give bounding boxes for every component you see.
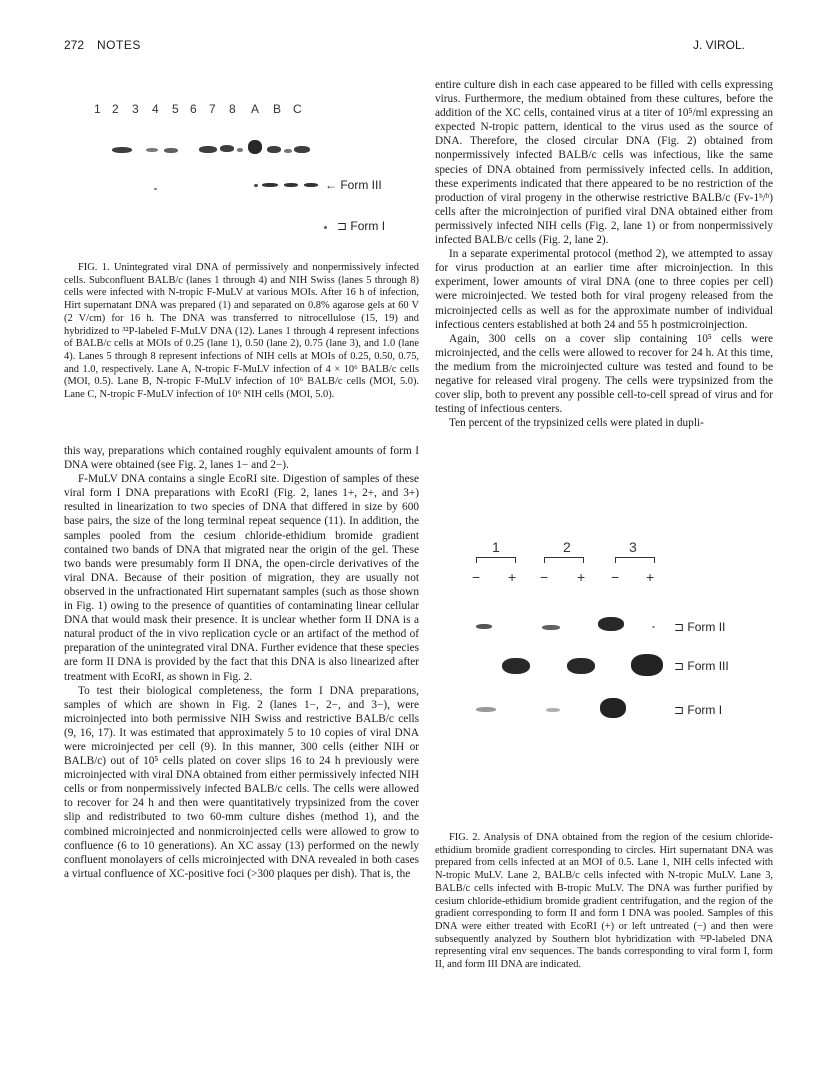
lane-sign: + [577,569,586,585]
fig1-lane-label: 2 [112,102,119,116]
gel-band [476,624,492,629]
lane-sign: − [611,569,620,585]
gel-band [567,658,595,674]
fig1-lane-label: B [273,102,282,116]
gel-band [164,148,178,153]
gel-band [154,188,157,190]
gel-band [220,145,234,152]
gel-band [146,148,158,152]
fig2-group-label: 2 [563,539,571,555]
gel-band [476,707,496,712]
paragraph: In a separate experimental protocol (method 2), we attempted to assay for virus production at an earlier time after microinjection. In this experiment, lower amounts of viral DNA (one to three copies per cell) were microinjected. We tested both for viral progeny released from the microinjected cells as well as for the approximate number of individual infectious centers established at both 24 and 55 h postmicroinjection. [435,248,773,331]
fig1-lane-label: 6 [190,102,197,116]
fig1-lane-label: 5 [172,102,179,116]
fig1-caption-text: FIG. 1. Unintegrated viral DNA of permissively and nonpermissively infected cells. Subconfluent BALB/c (lanes 1 through 4) and NIH Swiss (lanes 5 through 8) cells were infected with N-tropic F-MuLV at various MOIs. After 16 h of infection, Hirt supernatant DNA was prepared (1) and separated on 0.8% agarose gels at 60 V (2 V/cm) for 16 h. The DNA was transferred to nitrocellulose (15, 19) and hybridized to ³²P-labeled F-MuLV DNA (12). Lanes 1 through 4 represent infections of BALB/c cells at MOIs of 0.25 (lane 1), 0.50 (lane 2), 0.75 (lane 3), and 1.0 (lane 4). Lanes 5 through 8 represent infections of NIH cells at MOIs of 0.25, 0.50, 0.75, and 1.0, respectively. Lane A, N-tropic F-MuLV infection of 4 × 10⁶ BALB/c cells (MOI, 0.5). Lane B, N-tropic F-MuLV infection of 10⁶ BALB/c cells (MOI, 5.0). Lane C, N-tropic F-MuLV infection of 10⁶ NIH cells (MOI, 5.0). [64,262,419,401]
gel-band [294,146,310,153]
fig2-caption-text: FIG. 2. Analysis of DNA obtained from the region of the cesium chloride-ethidium bromide gradient corresponding to circles. Hirt supernatant DNA was prepared from cells infected at an MOI of 0.5. Lane 1, NIH cells infected with N-tropic MuLV. Lane 2, BALB/c cells infected with N-tropic MuLV. Lane 3, BALB/c cells infected with B-tropic MuLV. The DNA was further purified by cesium chloride-ethidium bromide gradient centrifugation, and the region of the gradient corresponding to form II and form I DNA was pooled. Samples of this DNA were either treated with EcoRI (+) or left untreated (−) and then were subsequently analyzed by Southern blot hybridization with ³²P-labeled DNA representing viral env sequences. The bands corresponding to viral form I, form II, and form III DNA are indicated. [435,832,773,971]
figure-1-gel [84,94,414,244]
section-heading: NOTES [97,38,141,52]
journal-name: J. VIROL. [693,38,746,52]
fig2-form2-label: ⊐ Form II [674,620,726,634]
page-number: 272 [64,38,85,52]
figure-2-caption [435,832,773,972]
paragraph: F-MuLV DNA contains a single EcoRI site. Digestion of samples of these viral form I DNA preparations with EcoRI (Fig. 2, lanes 1+, 2+, and 3+) resulted in linearization to two species of DNA that differed in size by 600 base pairs, the size of the long terminal repeat sequence (11). In addition, the samples pooled from the cesium chloride-ethidium bromide gradient contained two bands of DNA that migrated near the origin of the gel. These two bands were presumably form II DNA, the open-circle derivatives of the viral DNA. Because of their position of migration, they are usually not observed in the unfractionated Hirt supernatant samples (such as those shown in Fig. 1) owing to the presence of quantities of contaminating linear cellular DNA that would mask their presence. It is unclear whether form II DNA is a natural product of the in vivo replication cycle or an artifact of the method of preparation of the unintegrated viral DNA. Further evidence that these species are form II DNA is provided by the fact that this DNA is also linearized after treatment with EcoRI, as shown in Fig. 2. [64,473,419,683]
fig2-group-label: 3 [629,539,637,555]
lane-sign: − [540,569,549,585]
fig1-lane-label: A [251,102,260,116]
figure-1-caption [64,262,419,402]
gel-band [262,183,278,187]
gel-band [284,183,298,187]
gel-band [284,149,292,153]
figure-2-gel [460,535,780,735]
gel-band [267,146,281,153]
fig2-form3-label: ⊐ Form III [674,659,729,673]
gel-band [600,698,626,718]
fig1-lane-label: 7 [209,102,216,116]
gel-band [304,183,318,187]
gel-band [199,146,217,153]
gel-band [248,140,262,154]
fig1-lane-label: C [293,102,302,116]
lane-bracket [615,557,655,563]
lane-bracket [476,557,516,563]
fig1-lane-label: 3 [132,102,139,116]
gel-band [254,184,258,187]
fig1-form3-label: ← Form III [325,178,382,192]
left-column-text [64,444,419,881]
paragraph: this way, preparations which contained roughly equivalent amounts of form I DNA were obtained (see Fig. 2, lanes 1− and 2−). [64,445,419,472]
paragraph: Ten percent of the trypsinized cells were plated in dupli- [449,417,704,430]
gel-band [631,654,663,676]
paragraph: entire culture dish in each case appeared to be filled with cells expressing virus. Furthermore, the medium obtained from these cultures, before the addition of the XC cells, contained virus at a titer of 10⁵/ml expressing an expected N-tropic pattern, identical to the virus used as the source of DNA. Therefore, the closed circular DNA (Fig. 2) obtained from nonpermissively infected BALB/c cells was infectious, like the same species of DNA obtained from permissively infected cells. In addition, these experiments indicated that there appeared to be no restriction of the production of viral progeny in the otherwise restrictive BALB/c (Fv-1ᵇ/ᵇ) cells after the microinjection of purified viral DNA obtained either from permissively infected NIH cells (Fig. 2, lane 1) or from nonpermissively infected BALB/c cells (Fig. 2, lane 2). [435,79,773,247]
fig1-lane-label: 4 [152,102,159,116]
lane-sign: − [472,569,481,585]
fig1-lane-label: 8 [229,102,236,116]
paragraph: To test their biological completeness, the form I DNA preparations, samples of which are shown in Fig. 2 (lanes 1−, 2−, and 3−), were microinjected into both permissive NIH Swiss and restrictive BALB/c cells (9, 16, 17). It was estimated that approximately 5 to 10 copies of viral DNA were microinjected per cell (9). In this manner, 300 cells (either NIH or BALB/c) out of 10⁵ cells plated on cover slips 16 to 24 h previously were microinjected with viral DNA obtained from either permissively infected NIH cells or from nonpermissively infected BALB/c cells. The cells were allowed to recover for 24 h and then were quantitatively trypsinized from the cover slip and redistributed to two 60-mm culture dishes (method 1), and the combined microinjected and nonmicroinjected cells were allowed to grow to confluence (6 to 10 generations). An XC assay (13) performed on the newly confluent monolayers of cells microinjected with DNA revealed in both cases a virtual confluence of XC-positive foci (>300 plaques per dish). That is, the [64,684,419,880]
gel-band [598,617,624,631]
fig2-group-label: 1 [492,539,500,555]
gel-band [324,226,327,229]
lane-sign: + [646,569,655,585]
gel-band [542,625,560,630]
gel-band [112,147,132,153]
paragraph: Again, 300 cells on a cover slip containing 10⁵ cells were microinjected, and the cells were allowed to recover for 24 h. At this time, the medium from the microinjected culture was tested and found to be negative for released viral progeny. The cells were trypsinized from the cover slip, both to prevent any possible cell-to-cell spread of virus and for testing of infectious centers. [435,332,773,416]
gel-band [502,658,530,674]
gel-band [652,626,655,628]
gel-band [546,708,560,712]
lane-sign: + [508,569,517,585]
gel-band [237,148,243,152]
right-column-text [435,78,773,430]
lane-bracket [544,557,584,563]
fig1-lane-label: 1 [94,102,101,116]
fig1-form1-label: ⊐ Form I [337,219,386,233]
fig2-form1-label: ⊐ Form I [674,703,723,717]
